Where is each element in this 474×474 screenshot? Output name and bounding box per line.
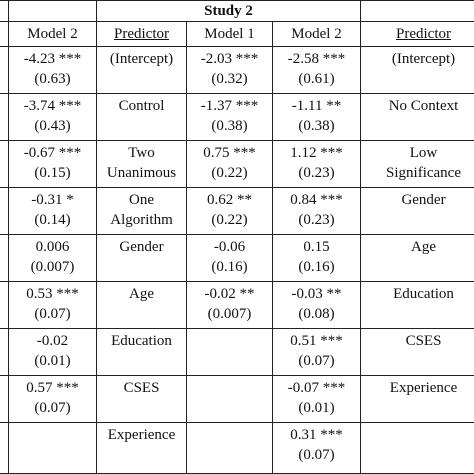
cell-value [0,96,6,116]
model2-study2-cell [273,141,361,188]
model2-cell [9,376,97,423]
partial-col-cell [0,94,9,141]
predictor-study2-cell [361,94,474,141]
model1-cell [187,141,273,188]
cell-value: (Intercept) [391,51,456,67]
cell-secondary: (0.16) [211,259,248,275]
predictor-cell [97,188,187,235]
predictor-cell [97,141,187,188]
partial-col-cell [0,235,9,282]
partial-col-cell [0,329,9,376]
predictor-study2-cell [361,188,474,235]
predictor-cell [97,423,187,474]
model2-study2-cell [273,94,361,141]
cell-secondary: Significance [386,165,461,181]
cell-value: -0.02 ** [204,286,255,302]
cell-secondary: (0.08) [298,306,335,322]
cell-secondary: (0.16) [298,259,335,275]
study-title: Study 2 [97,1,361,22]
table-row [0,141,474,188]
predictor-study2-cell [361,282,474,329]
cell-value: One [129,192,154,208]
cell-value: Education [393,286,454,302]
predictor-cell [97,329,187,376]
cell-secondary: (0.61) [298,71,335,87]
partial-col-cell [0,376,9,423]
predictor-cell [97,235,187,282]
model2-study2-cell [273,329,361,376]
cell-value: -0.31 * [31,192,74,208]
model2-cell [9,141,97,188]
cell-secondary: (0.23) [298,212,335,228]
cell-secondary: (0.07) [298,353,335,369]
col-header-predictor: Predictor [97,22,187,47]
col-header-0 [0,22,9,47]
cell-value: 1.12 *** [290,145,343,161]
predictor-study2-cell [361,329,474,376]
predictor-study2-cell [361,423,474,474]
cell-value: 0.006 [35,239,70,255]
cell-value: 0.51 *** [290,333,343,349]
cell-value: -0.07 *** [287,380,346,396]
predictor-study2-cell [361,141,474,188]
study-right-cell [361,1,474,22]
model1-cell [187,376,273,423]
predictor-study2-cell [361,47,474,94]
col-header-model-2-study2: Model 2 [273,22,361,47]
cell-secondary: Unanimous [106,165,177,181]
cell-value: -0.06 [213,239,246,255]
cell-value: CSES [123,380,160,396]
table-row [0,282,474,329]
study-left-cell [0,1,9,22]
cell-value: Two [128,145,155,161]
cell-secondary: (0.22) [211,212,248,228]
cell-value: No Context [388,98,459,114]
cell-value: -0.67 *** [23,145,82,161]
table-row [0,376,474,423]
model2-cell [9,329,97,376]
table-row [0,235,474,282]
cell-value: -2.03 *** [200,51,259,67]
cell-value: CSES [405,333,442,349]
cell-value: -4.23 *** [23,51,82,67]
partial-col-cell [0,47,9,94]
cell-value: -3.74 *** [23,98,82,114]
model2-study2-cell [273,188,361,235]
model2-cell [9,423,97,474]
cell-value: Age [411,239,437,255]
model2-cell [9,47,97,94]
cell-secondary: (0.07) [34,306,71,322]
cell-value: -1.37 *** [200,98,259,114]
predictor-study2-cell [361,235,474,282]
cell-value: Gender [401,192,446,208]
cell-secondary: (0.07) [298,447,335,463]
model1-cell [187,329,273,376]
table-row [0,423,474,474]
cell-secondary: (0.07) [34,400,71,416]
cell-value [0,237,6,257]
cell-value: Experience [389,380,458,396]
cell-secondary: (0.14) [34,212,71,228]
model1-cell [187,235,273,282]
cell-secondary: (0.38) [298,118,335,134]
cell-value: -0.02 [36,333,69,349]
model2-study2-cell [273,47,361,94]
cell-secondary: (0.22) [211,165,248,181]
predictor-study2-cell [361,376,474,423]
cell-secondary: (0.15) [34,165,71,181]
cell-value: Education [111,333,172,349]
cell-secondary: (0.23) [298,165,335,181]
cell-secondary: (0.63) [34,71,71,87]
predictor-cell [97,94,187,141]
study-spacer-cell [9,1,97,22]
cell-value: -2.58 *** [287,51,346,67]
cell-secondary: (0.007) [30,259,75,275]
predictor-cell [97,282,187,329]
model1-cell [187,423,273,474]
predictor-cell [97,47,187,94]
model1-cell [187,282,273,329]
partial-col-cell [0,282,9,329]
table-row [0,188,474,235]
model1-cell [187,188,273,235]
cell-value [0,190,6,210]
partial-col-cell [0,423,9,474]
model2-study2-cell [273,282,361,329]
cell-value: -0.03 ** [291,286,342,302]
predictor-cell [97,376,187,423]
cell-value: (Intercept) [109,51,174,67]
table-row [0,94,474,141]
cell-secondary: (0.007) [207,306,252,322]
table-row [0,47,474,94]
column-header-row [0,22,474,47]
model1-cell [187,94,273,141]
model2-study2-cell [273,423,361,474]
cell-value [0,143,6,163]
cell-value [0,49,6,69]
model2-cell [9,235,97,282]
model2-study2-cell [273,235,361,282]
partial-col-cell [0,141,9,188]
model1-cell [187,47,273,94]
cell-value: 0.57 *** [26,380,79,396]
cell-secondary: Algorithm [110,212,173,228]
table-row [0,329,474,376]
cell-value: 0.53 *** [26,286,79,302]
cell-secondary: (0.01) [34,353,71,369]
model2-cell [9,282,97,329]
col-header-model-1: Model 1 [187,22,273,47]
cell-value: Low [409,145,438,161]
cell-value: Gender [119,239,164,255]
cell-secondary: (0.43) [34,118,71,134]
cell-secondary: (0.01) [298,400,335,416]
cell-value: Age [129,286,154,302]
cell-value: 0.15 [303,239,330,255]
model2-study2-cell [273,376,361,423]
partial-col-cell [0,188,9,235]
model2-cell [9,94,97,141]
table-body [0,1,474,474]
col-header-model-2: Model 2 [9,22,97,47]
study-header-row [0,1,474,22]
col-header-predictor-study2: Predictor [361,22,474,47]
cell-value: Control [118,98,165,114]
cell-value: -1.11 ** [291,98,342,114]
cell-value: 0.75 *** [203,145,256,161]
cell-value: Experience [107,427,176,443]
cell-value: 0.84 *** [290,192,343,208]
cell-secondary: (0.38) [211,118,248,134]
cell-value: 0.31 *** [290,427,343,443]
cell-secondary: (0.32) [211,71,248,87]
cell-value: 0.62 ** [207,192,252,208]
model2-cell [9,188,97,235]
